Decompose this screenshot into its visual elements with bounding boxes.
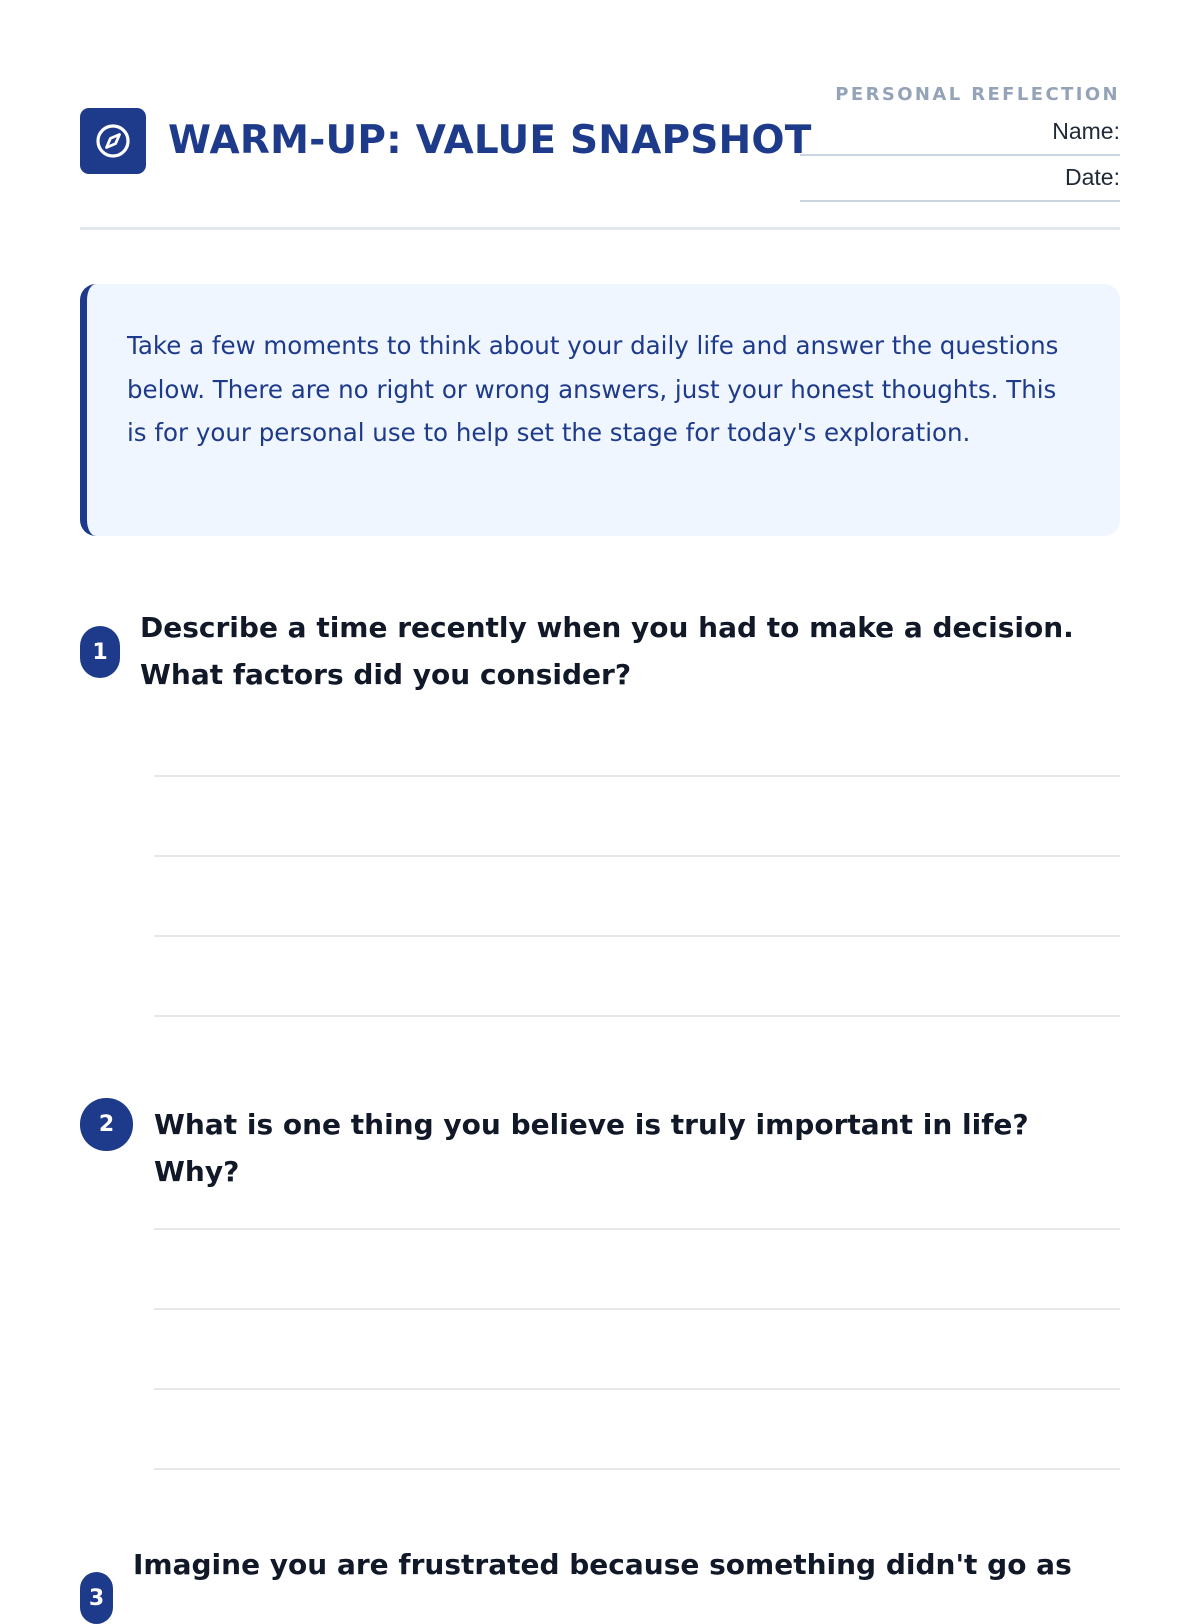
answer-line[interactable] [154, 775, 1120, 777]
answer-line[interactable] [154, 1015, 1120, 1017]
answer-line[interactable] [154, 855, 1120, 857]
question-1 [80, 600, 1120, 1030]
answer-line[interactable] [154, 1388, 1120, 1390]
question-number-badge: 2 [80, 1098, 133, 1151]
header [80, 80, 1120, 230]
answer-line[interactable] [154, 1308, 1120, 1310]
compass-icon [93, 121, 133, 161]
header-fields [800, 80, 1120, 202]
question-text: What is one thing you believe is truly important in life? Why? [154, 1108, 1029, 1188]
answer-line[interactable] [154, 1228, 1120, 1230]
intro-text: Take a few moments to think about your daily life and answer the questions below. There are no right or wrong answers, just your honest thoughts. This is for your personal use to help set the stage for today's exploration. [127, 331, 1059, 447]
name-label: Name: [1052, 118, 1120, 144]
name-field[interactable] [800, 110, 1120, 156]
question-text: Imagine you are frustrated because something didn't go as [133, 1548, 1072, 1581]
question-number-badge: 3 [80, 1572, 113, 1624]
date-label: Date: [1065, 164, 1120, 190]
page-title: WARM-UP: VALUE SNAPSHOT [168, 118, 812, 163]
question-3 [80, 1548, 1120, 1611]
header-divider [80, 227, 1120, 230]
question-2 [80, 1098, 1120, 1478]
question-number-badge: 1 [80, 626, 120, 678]
answer-line[interactable] [154, 935, 1120, 937]
intro-box [80, 284, 1120, 536]
date-field[interactable] [800, 156, 1120, 202]
answer-line[interactable] [154, 1468, 1120, 1470]
section-kicker: PERSONAL REFLECTION [835, 84, 1120, 105]
logo-badge [80, 108, 146, 174]
question-text: Describe a time recently when you had to make a decision. What factors did you consider? [140, 611, 1074, 691]
